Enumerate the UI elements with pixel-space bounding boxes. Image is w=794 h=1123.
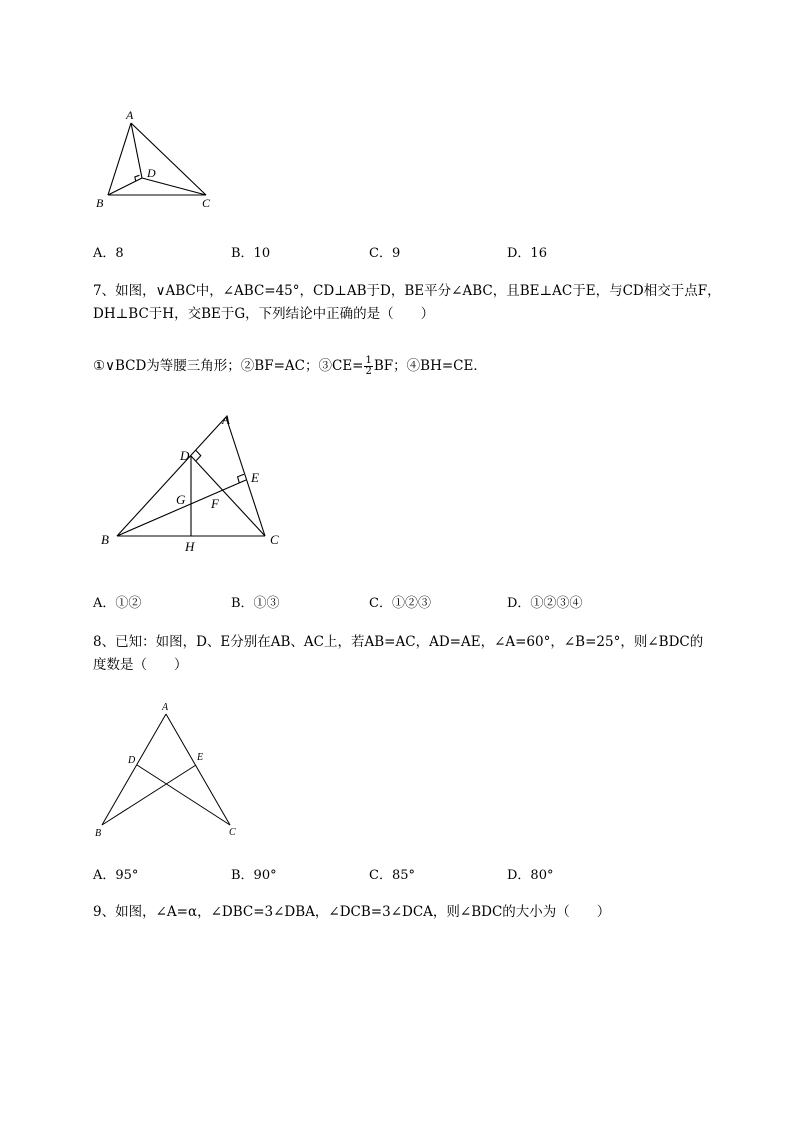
fraction-one-half — [364, 356, 372, 377]
fig2-label-a: A — [222, 412, 230, 427]
q7-option-b[interactable]: B．①③ — [231, 596, 280, 611]
fig2-label-h: H — [185, 539, 195, 554]
question-7 — [93, 280, 721, 326]
q6-option-d[interactable]: D．16 — [507, 246, 547, 261]
fig2-label-g: G — [176, 492, 186, 507]
q8-option-a[interactable]: A．95° — [93, 868, 139, 883]
q7-statement-part-1: ①∨BCD为等腰三角形；②BF=AC；③CE= — [93, 358, 364, 374]
q8-option-d[interactable]: D．80° — [507, 868, 554, 883]
figure-triangle-abc-defgh — [90, 405, 300, 555]
fraction-denominator: 2 — [365, 366, 372, 377]
question-8 — [93, 631, 703, 677]
q7-statement-part-2: BF；④BH=CE． — [373, 358, 487, 374]
q6-option-b[interactable]: B．10 — [231, 246, 271, 261]
figure-triangle-abc-d — [90, 105, 230, 215]
q7-line-1: 7、如图，∨ABC中，∠ABC=45°，CD⊥AB于D，BE平分∠ABC，且BE⊥AC于E，与CD相交于点F， — [93, 283, 721, 299]
fig1-label-d: D — [147, 166, 156, 180]
q7-line-2: DH⊥BC于H，交BE于G，下列结论中正确的是（ ） — [93, 306, 435, 322]
q7-option-d[interactable]: D．①②③④ — [507, 596, 583, 611]
question-9 — [93, 901, 610, 924]
fig3-label-a: A — [162, 702, 169, 713]
fig1-label-a: A — [126, 108, 134, 122]
q6-option-a[interactable]: A．8 — [93, 246, 124, 261]
q9-line-1: 9、如图，∠A=α，∠DBC=3∠DBA，∠DCB=3∠DCA，则∠BDC的大小为（ ） — [93, 904, 611, 920]
q8-line-1: 8、已知：如图，D、E分别在AB、AC上，若AB=AC，AD=AE，∠A=60°，∠B=25°，则∠BDC的 — [93, 634, 704, 650]
fig2-label-b: B — [101, 532, 109, 547]
q8-option-c[interactable]: C．85° — [369, 868, 415, 883]
fig2-label-c: C — [270, 532, 279, 547]
q7-option-c[interactable]: C．①②③ — [369, 596, 431, 611]
q7-statements — [93, 355, 487, 378]
q8-line-2: 度数是（ ） — [93, 657, 188, 673]
fig3-label-d: D — [128, 755, 136, 766]
fig2-label-f: F — [211, 496, 219, 511]
fraction-numerator: 1 — [365, 355, 372, 366]
fig3-label-e: E — [197, 752, 204, 763]
fig3-label-b: B — [95, 828, 102, 839]
q7-option-a[interactable]: A．①② — [93, 596, 142, 611]
fig1-label-b: B — [96, 196, 104, 210]
figure-isosceles-triangle-de — [90, 697, 250, 842]
fig2-label-e: E — [251, 470, 259, 485]
fig1-label-c: C — [202, 196, 211, 210]
q8-option-b[interactable]: B．90° — [231, 868, 277, 883]
fig2-label-d: D — [180, 448, 190, 463]
fig3-label-c: C — [229, 827, 236, 838]
q6-option-c[interactable]: C．9 — [369, 246, 401, 261]
